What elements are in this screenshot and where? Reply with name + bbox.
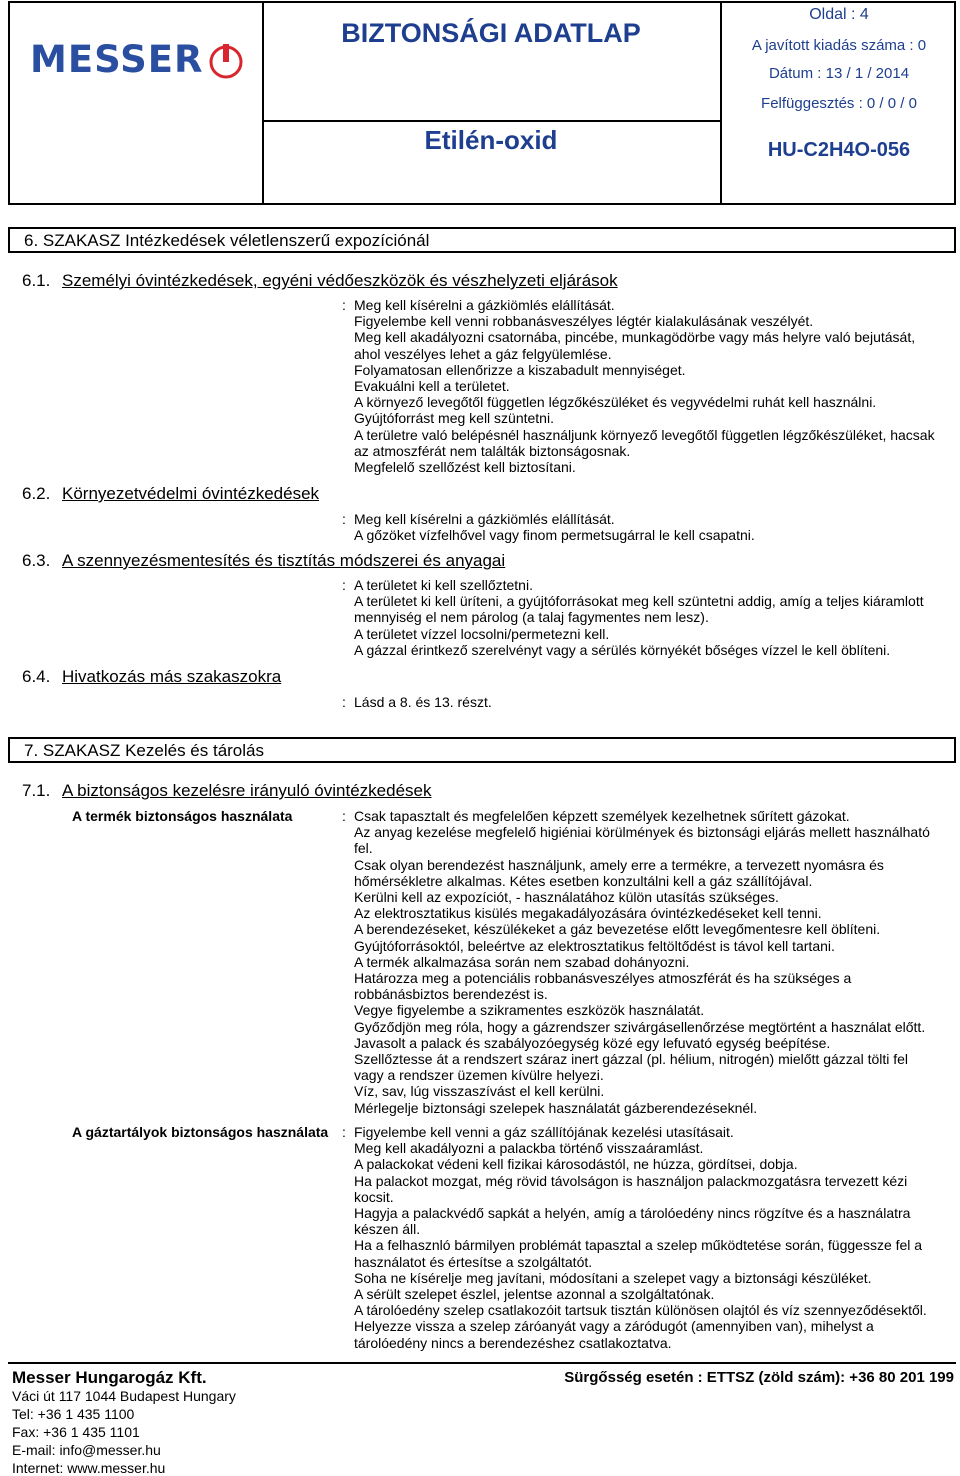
text-line: ahol veszélyes lehet a gáz felgyülemlése. [354, 345, 612, 362]
subsection-6-2-heading [22, 484, 319, 504]
subsection-number: 6.4. [22, 667, 51, 686]
subsection-6-2-text [354, 511, 755, 543]
product-name: Etilén-oxid [424, 125, 558, 155]
subsection-title: A szennyezésmentesítés és tisztítás módszerei és anyagai [62, 551, 506, 570]
company-address: Váci út 117 1044 Budapest Hungary [12, 1388, 236, 1404]
messer-emblem-icon [208, 38, 244, 86]
product-use-text [354, 808, 930, 1116]
text-line: Ha palackot mozgat, még rövid távolságon is használjon palackmozgatásra tervezett kézi [354, 1172, 908, 1189]
text-line: hőmérsékletre alkalmas. Kétes esetben konzultálni kell a gáz szállítójával. [354, 872, 813, 889]
subsection-6-1-heading [22, 271, 618, 291]
text-line: Határozza meg a potenciális robbanásveszélyes atmoszférát és ha szükséges a [354, 970, 852, 987]
text-line: vagy a rendszer üzemen kívülre helyezi. [354, 1067, 604, 1084]
suspension-date: Felfüggesztés : 0 / 0 / 0 [761, 95, 917, 112]
text-line: A területre való belépésnél használjunk környező levegőtől független légzőkészüléket, hacsak [354, 426, 935, 443]
text-line: Meg kell akadályozni a palackba történő visszaáramlást. [354, 1140, 704, 1157]
text-line: Az anyag kezelése megfelelő higiéniai körülmények és biztonsági eljárás mellett használható [354, 824, 930, 841]
emergency-contact: Sürgősség esetén : ETTSZ (zöld szám): +36 80 201 199 [564, 1369, 954, 1386]
subsection-title: Hivatkozás más szakaszokra [62, 667, 282, 686]
text-line: A gázzal érintkező szerelvényt vagy a sérülés környékét bőséges vízzel le kell öblíteni. [354, 641, 891, 658]
text-line: Meg kell kísérelni a gázkiömlés elállítását. [354, 297, 615, 313]
footer-divider [8, 1362, 956, 1364]
text-line: Megfelelő szellőzést kell biztosítani. [354, 459, 576, 476]
product-code: HU-C2H4O-056 [767, 139, 911, 161]
text-line: robbánásbiztos berendezést is. [354, 986, 548, 1003]
subsection-title: Személyi óvintézkedések, egyéni védőeszközök és vészhelyzeti eljárások [62, 271, 618, 290]
text-line: A területet ki kell szellőztetni. [354, 577, 533, 593]
text-line: A berendezéseket, készülékeket a gáz bevezetése előtt levegőmentesre kell öblíteni. [354, 921, 881, 938]
subsection-6-3-heading [22, 551, 505, 571]
text-line: kocsit. [354, 1188, 394, 1205]
document-title: BIZTONSÁGI ADATLAP [341, 18, 641, 48]
text-line: Evakuálni kell a területet. [354, 378, 510, 395]
subsection-6-4-heading [22, 667, 281, 687]
text-line: Szellőztesse át a rendszert száraz inert gázzal (pl. hélium, nitrogén) mielőtt gázzal tölti fel [354, 1051, 909, 1068]
text-line: Soha ne kísérelje meg javítani, módosítani a szelepet vagy a biztonsági készüléket. [354, 1269, 872, 1286]
subsection-title: Környezetvédelmi óvintézkedések [62, 484, 320, 503]
company-fax: Fax: +36 1 435 1101 [12, 1424, 140, 1440]
text-line: készen áll. [354, 1221, 421, 1238]
section-7-title: 7. SZAKASZ Kezelés és tárolás [8, 737, 956, 763]
section-6-title: 6. SZAKASZ Intézkedések véletlenszerű expozíciónál [8, 227, 956, 253]
text-line: A palackokat védeni kell fizikai károsodástól, ne húzza, gördítsei, dobja. [354, 1156, 798, 1173]
header-divider [262, 120, 720, 122]
colon-separator: : [342, 694, 346, 710]
text-line: Folyamatosan ellenőrizze a kiszabadult mennyiséget. [354, 361, 686, 378]
text-line: Mérlegelje biztonsági szelepek használatát gázberendezéseknél. [354, 1099, 758, 1116]
text-line: Vegye figyelembe a szikramentes eszközök használatát. [354, 1002, 705, 1019]
text-line: Helyezze vissza a szelep záróanyát vagy a záródugót (amennyiben van), mihelyst a [354, 1318, 874, 1335]
text-line: A gőzöket vízfelhővel vagy finom permetsugárral le kell csapatni. [354, 527, 755, 544]
colon-separator: : [342, 577, 346, 593]
text-line: Javasolt a palack és szabályozóegység közé egy lefuvató egység beépítése. [354, 1034, 831, 1051]
text-line: Meg kell kísérelni a gázkiömlés elállítását. [354, 511, 615, 527]
text-line: Víz, sav, lúg visszaszívást el kell kerülni. [354, 1083, 605, 1100]
text-line: A termék alkalmazása során nem szabad dohányozni. [354, 953, 690, 970]
text-line: Figyelembe kell venni a gáz szállítójának kezelési utasításait. [354, 1124, 734, 1140]
messer-logo: MESSER [30, 38, 204, 81]
subsection-number: 6.1. [22, 271, 51, 290]
colon-separator: : [342, 808, 346, 824]
subsection-number: 6.3. [22, 551, 51, 570]
colon-separator: : [342, 1124, 346, 1140]
text-line: Kerülni kell az expozíciót, - használatához külön utasítás szükséges. [354, 889, 779, 906]
subsection-title: A biztonságos kezelésre irányuló óvintézkedések [62, 781, 432, 800]
text-line: Figyelembe kell venni robbanásveszélyes légtér kialakulásának veszélyét. [354, 313, 814, 330]
text-line: Lásd a 8. és 13. részt. [354, 694, 492, 710]
issue-date: Dátum : 13 / 1 / 2014 [768, 65, 910, 82]
subsection-6-1-text [354, 297, 935, 475]
company-name: Messer Hungarogáz Kft. [12, 1368, 207, 1387]
text-line: A környező levegőtől független légzőkészüléket és vegyvédelmi ruhát kell használni. [354, 394, 877, 411]
subsection-7-1-heading [22, 781, 432, 801]
text-line: Győződjön meg róla, hogy a gázrendszer szivárgásellenőrzése megtörtént a használat előtt. [354, 1018, 926, 1035]
text-line: Csak tapasztalt és megfelelően képzett személyek kezelhetnek sűrített gázokat. [354, 808, 850, 824]
company-phone: Tel: +36 1 435 1100 [12, 1406, 135, 1422]
text-line: fel. [354, 840, 373, 857]
text-line: használatot és értesítse a szolgáltatót. [354, 1253, 593, 1270]
text-line: Hagyja a palackvédő sapkát a helyén, amíg a tárolóedény nincs rögzítve és a használatra [354, 1205, 911, 1222]
text-line: Meg kell akadályozni csatornába, pincébe, munkagödörbe vagy más helyre való bejutását, [354, 329, 916, 346]
company-email: E-mail: info@messer.hu [12, 1442, 161, 1458]
cylinder-use-label: A gáztartályok biztonságos használata [72, 1124, 329, 1140]
text-line: tárolóedény nincs a berendezéshez csatlakoztatva. [354, 1334, 672, 1351]
text-line: az atmoszférát nem találták biztonságosnak. [354, 442, 631, 459]
text-line: Az elektrosztatikus kisülés megakadályozására óvintézkedéseket kell tenni. [354, 905, 822, 922]
colon-separator: : [342, 511, 346, 527]
text-line: A területet ki kell üríteni, a gyújtóforrásokat meg kell szüntetni addig, amíg a teljes kiáramlott [354, 593, 924, 610]
text-line: A tárolóedény szelep csatlakozóit tartsuk tisztán különösen olajtól és víz szennyeződésektől. [354, 1302, 927, 1319]
page-number: Oldal : 4 [809, 6, 869, 23]
subsection-number: 7.1. [22, 781, 51, 800]
company-website: Internet: www.messer.hu [12, 1460, 166, 1476]
subsection-6-4-text [354, 694, 492, 710]
colon-separator: : [342, 297, 346, 313]
revision-number: A javított kiadás száma : 0 [751, 37, 927, 54]
text-line: Gyújtóforrásoktól, beleértve az elektrosztatikus feltöltődést is távol kell tartani. [354, 937, 835, 954]
text-line: Csak olyan berendezést használjunk, amely erre a termékre, a tervezett nyomásra és [354, 856, 884, 873]
text-line: A területet vízzel locsolni/permetezni kell. [354, 625, 610, 642]
subsection-number: 6.2. [22, 484, 51, 503]
text-line: Ha a felhasznló bármilyen problémát tapasztal a szelep működtetése során, függesszе fel a [354, 1237, 923, 1254]
cylinder-use-text [354, 1124, 927, 1351]
text-line: Gyújtóforrást meg kell szüntetni. [354, 410, 554, 427]
text-line: mennyiség el nem párolog (a talaj fagymentes nem lesz). [354, 609, 709, 626]
subsection-6-3-text [354, 577, 924, 658]
text-line: A sérült szelepet észlel, jelentse azonnal a szolgáltatónak. [354, 1286, 715, 1303]
product-use-label: A termék biztonságos használata [72, 808, 293, 824]
